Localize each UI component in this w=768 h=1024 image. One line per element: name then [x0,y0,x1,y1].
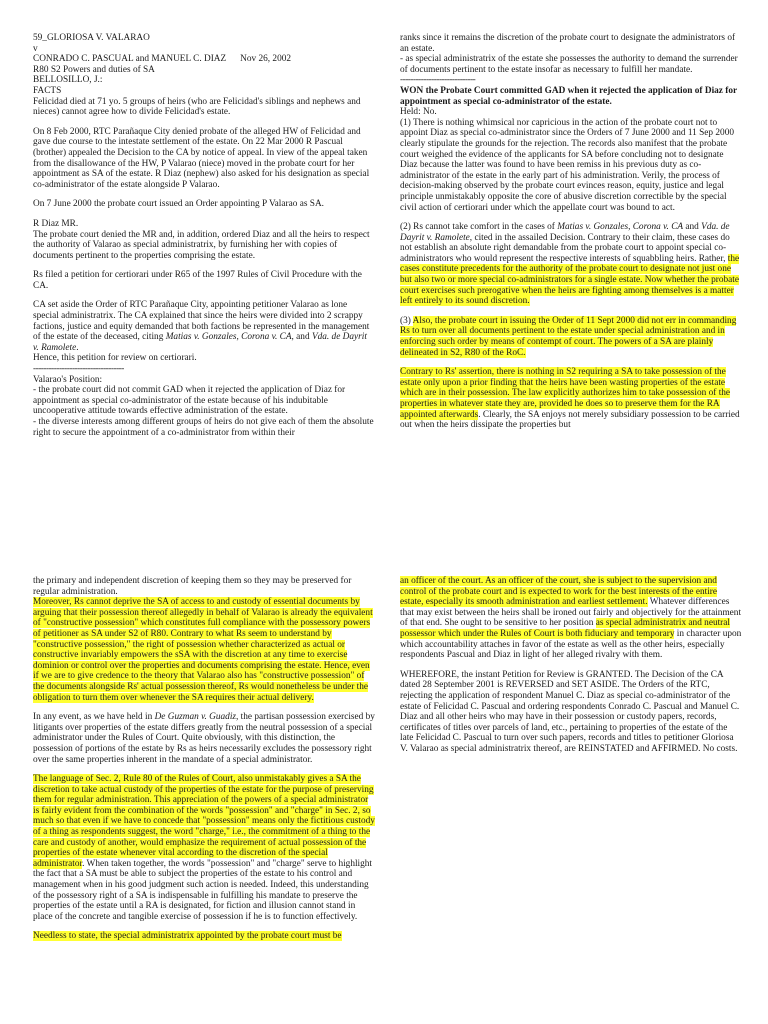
position-item: ranks since it remains the discretion of the probate court to designate the administrators of an estate. [400,33,736,54]
highlighted-text: as special administratrix and neutral possessor which under the Rules of Court is both fiduciary and temporary [400,618,730,639]
versus: v [33,43,38,54]
text-run: CA set aside the Order of RTC Parañaque City, appointing petitioner Valarao as lone special administratrix. The CA explained that since the heirs were divided into 2 scrappy factions, justice and equity demanded that both factions be represented in the management of the estate of the deceased, citing [33,300,370,343]
case-citation: Matias v. Gonzales, Corona v. CA [165,332,292,343]
ruling-paragraph: the primary and independent discretion of keeping them so they may be preserved for regular administration. [33,576,352,597]
facts-label: FACTS [33,85,62,96]
facts-paragraph: Felicidad died at 71 yo. 5 groups of heirs (who are Felicidad's siblings and nephews and nieces) cannot agree how to divide Felicidad's estate. [33,96,361,118]
case-citation: Matias v. Gonzales, Corona v. CA [557,222,684,233]
facts-paragraph: Hence, this petition for review on certiorari. [33,353,197,364]
case-citation: De Guzman v. Guadiz [154,712,237,723]
text-run: . When taken together, the words "possession" and "charge" serve to highlight the fact that a SA must be able to subject the properties of the estate to his control and management when in his good judgment such action is needed. Indeed, this understanding of the possessory right of a SA is indispensable in fulfilling his mandate to preserve the properties of the estate until a RA is designated, for fiction and illusion cannot stand in place of the concrete and tangible exercise of possession if he is to function effectively. [33,858,373,922]
position-item: - the diverse interests among different groups of heirs do not give each of them the absolute right to secure the appointment of a co-administrator from within their [33,417,374,438]
text-run: (3) [400,315,413,326]
highlighted-text: an officer of the court. As an officer of the court, she is subject to the supervision and control of the probate court and is expected to work for the best interests of the entire estate, especially its smooth administration and earliest settlement. [400,576,718,608]
text-run: . [76,342,79,353]
dispositive-paragraph: WHEREFORE, the instant Petition for Review is GRANTED. The Decision of the CA dated 28 September 2001 is REVERSED and SET ASIDE. The Orders of the RTC, rejecting the application of respondent Manuel C. Diaz as special co-administrator of the estate of Felicidad C. Pascual and ordering respondents Conrado C. Pascual and Manuel C. Diaz and all other heirs who may have in their possession or custody papers, records, certificates of titles over parcels of land, etc., pertaining to properties of the estate of the late Felicidad C. Pascual to turn over such papers, records and titles to petitioner Gloriosa V. Valarao as special administratrix thereof, are REINSTATED and AFFIRMED. No costs. [400,669,740,754]
facts-paragraph: R Diaz MR. [33,218,79,229]
case-citation: Vda. de Dayrit v. Ramolete [33,332,367,353]
text-run: , cited in the assailed Decision. Contrary to their claim, these cases do not establish an absolute right demandable from the probate court to appoint special co-administrators who would represent the respective interests of squabbling heirs. Rather, [400,232,730,264]
topic: R80 S2 Powers and duties of SA [33,64,155,75]
text-run: Whatever differences that may exist between the heirs shall be ironed out fairly and objectively for the attainment of that end. She ought to be sensitive to her position [400,597,742,629]
held: Held: No. [400,107,437,118]
position-item: - the probate court did not commit GAD when it rejected the application of Diaz for appointment as special co-administrator of the estate because of his indubitable uncooperative attitude towards effective administration of the estate. [33,385,346,417]
column-top-right [400,33,742,503]
highlighted-text: Moreover, Rs cannot deprive the SA of access to and custody of essential documents by arguing that their possession thereof allegedly in behalf of Valarao is already the equivalent of "constructive possession" which constitutes full compliance with the possessory powers of petitioner as SA under S2 of R80. Contrary to what Rs seem to understand by "constructive possession," the right of possession whether characterized as actual or constructive invariably empowers the sSA with the discretion at any time to exercise dominion or control over the properties and documents comprising the estate. Hence, even if we are to give credence to the theory that Valarao also has "constructive possession" of the documents alongside Rs' actual possession thereof, Rs would nonetheless be under the obligation to turn them over whenever the SA requires their actual delivery. [33,597,373,703]
highlighted-text: The language of Sec. 2, Rule 80 of the Rules of Court, also unmistakably gives a SA the discretion to take actual custody of the properties of the estate for the purpose of preserving them for regular administration. This appreciation of the powers of a special administrator is fairly evident from the combination of the words "possession" and "charge" in Sec. 2, so much so that even if we have to concede that "possession" means only the fictitious custody of a thing as respondents suggest, the word "charge," i.e., the commitment of a thing to the care and custody of another, would emphasize the requirement of actual possession of the properties of the estate whenever vital according to the discretion of the special administrator [33,774,375,869]
text-run: and [683,222,702,233]
ruling-paragraph: (1) There is nothing whimsical nor capricious in the action of the probate court not to appoint Diaz as special co-administrator since the Orders of 7 June 2000 and 11 Sep 2000 clearly stipulate the grounds for the rejection. The records also manifest that the probate court weighed the evidence of the applicants for SA before concluding not to designate Diaz because the latter was found to have been remiss in his previous duty as co-administrator of the estate in the early part of his administration. Verily, the process of decision-making observed by the probate court evinces reason, equity, justice and legal principle unmistakably opposite the core of abusive discretion correctible by the special civil action of certiorari under which the appellate court was bound to act. [400,117,734,213]
decision-date: Nov 26, 2002 [240,54,292,65]
highlighted-text: Contrary to Rs' assertion, there is nothing in S2 requiring a SA to take possession of the estate only upon a prior finding that the heirs have been wasting properties of the estate which are in their possession. The law explicitly authorizes him to take possession of the properties in whatever state they are, provided he does so to preserve them for the RA appointed afterwards [400,367,731,420]
ponente: BELLOSILLO, J.: [33,75,103,86]
ruling-paragraph [400,316,742,358]
highlighted-text: Also, the probate court in issuing the Order of 11 Sept 2000 did not err in commanding Rs to turn over all documents pertinent to the estate under special administration and in enforcing such order by means of contempt of court. The powers of a SA are plainly delineated in S2, R80 of the RoC. [400,315,737,358]
ruling-paragraph [400,576,742,661]
ruling-paragraph [33,597,375,703]
parties-line [33,54,375,65]
facts-paragraph [33,300,375,353]
column-bottom-left [33,576,375,1024]
position-label: Valarao's Position: [33,374,103,385]
facts-paragraph: Rs filed a petition for certiorari under R65 of the 1997 Rules of Civil Procedure with the CA. [33,270,362,291]
text-run: , and [291,332,312,343]
position-item: - as special administratrix of the estate she possesses the authority to demand the surrender of documents pertinent to the estate insofar as necessary to fulfill her mandate. [400,54,738,75]
case-title: 59_GLORIOSA V. VALARAO [33,33,150,43]
ruling-paragraph [33,931,375,942]
ruling-paragraph [400,367,742,431]
highlighted-text: Needless to state, the special administratrix appointed by the probate court must be [33,931,342,942]
divider: ----------------------------------- [33,364,124,375]
ruling-paragraph [33,712,375,765]
column-top-left [33,33,375,503]
text-run: in character upon which accountability attaches in favor of the estate as well as the other heirs, especially respondents Pascual and Diaz in light of her alleged rivalry with them. [400,628,742,661]
facts-paragraph: On 7 June 2000 the probate court issued an Order appointing P Valarao as SA. [33,199,324,210]
text-run: (2) Rs cannot take comfort in the cases of [400,222,558,233]
parties: CONRADO C. PASCUAL and MANUEL C. DIAZ [33,54,227,65]
ruling-paragraph [33,774,375,922]
case-citation: Vda. de Dayrit v. Ramolete [400,222,730,243]
issue: WON the Probate Court committed GAD when it rejected the application of Diaz for appointment as special co-administrator of the estate. [400,85,737,107]
text-run: In any event, as we have held in [33,712,155,723]
ruling-paragraph [400,222,742,307]
highlighted-text: the cases constitute precedents for the authority of the probate court to designate not just one but also two or more special co-administrators for a single estate. Now whether the probate court exercises such prerogative when the heirs are fighting among themselves is a matter left entirely to its sound discretion. [400,253,740,307]
column-bottom-right [400,576,742,876]
text-run: , the partisan possession exercised by litigants over properties of the estate differs greatly from the neutral possession of a special administrator under the Rules of Court. Quite obviously, with this distinction, the possession of portions of the estate by Rs as heirs necessarily excludes the possessory right over the same properties inherent in the mandate of a special administrator. [33,712,375,765]
divider: ----------------------------- [400,75,476,86]
facts-paragraph: The probate court denied the MR and, in addition, ordered Diaz and all the heirs to respect the authority of Valarao as special administratrix, by furnishing her with copies of documents pertinent to the properties comprising the estate. [33,229,370,261]
text-run: . Clearly, the SA enjoys not merely subsidiary possession to be carried out when the heirs dissipate the properties but [400,409,740,431]
facts-paragraph: On 8 Feb 2000, RTC Parañaque City denied probate of the alleged HW of Felicidad and gave due course to the intestate settlement of the estate. On 22 Mar 2000 R Pascual (brother) appealed the Decision to the CA by notice of appeal. In view of the appeal taken from the disallowance of the HW, P Valarao (niece) moved in the probate court for her appointment as SA of the estate. R Diaz (nephew) also asked for his designation as special co-administrator of the estate alongside P Valarao. [33,126,370,190]
